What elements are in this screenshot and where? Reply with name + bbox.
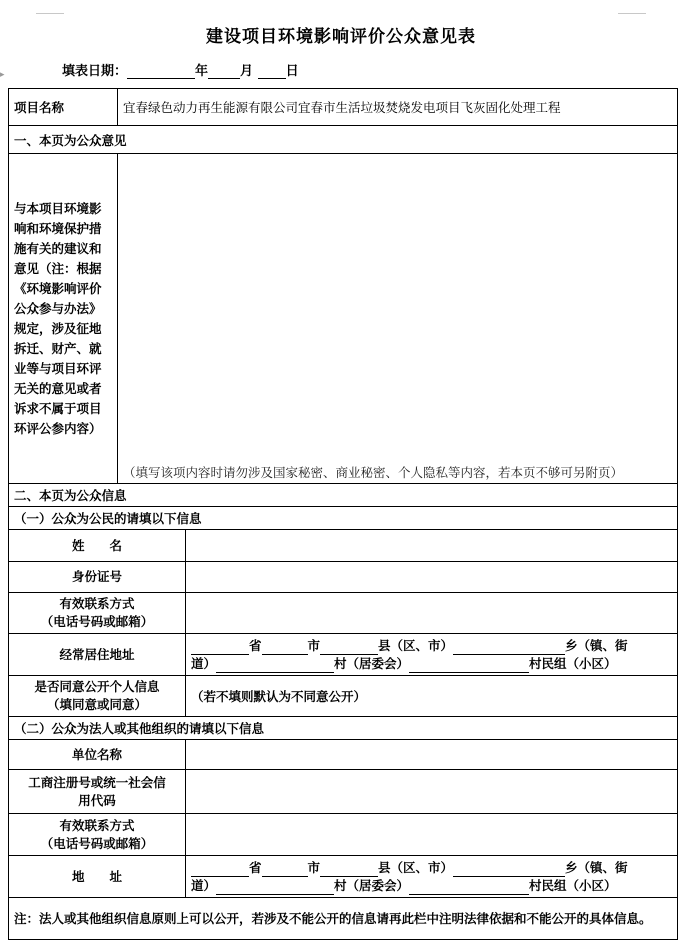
org-contact-label-line2: （电话号码或邮箱） [40,835,154,851]
corner-mark-left [36,13,64,14]
village-unit: 村（居委会） [334,655,410,671]
citizen-disclose-field[interactable] [186,676,678,717]
citizen-contact-label [9,593,186,634]
citizen-disclose-label-line2: （填同意或同意） [46,697,147,712]
city-unit: 市 [307,637,321,653]
org-address-field[interactable] [186,856,678,898]
year-blank[interactable] [127,64,195,79]
township-blank[interactable] [453,641,565,655]
opinion-input-area[interactable] [118,154,678,484]
org-unit-row [9,740,678,770]
org-village-blank[interactable] [216,881,334,895]
org-address-row [9,856,678,898]
province-blank[interactable] [191,641,249,655]
section2-heading: 二、本页为公众信息 [9,484,678,507]
province-unit: 省 [249,637,262,653]
county-unit: 县（区、市） [378,637,454,653]
citizen-disclose-row [9,676,678,717]
org-contact-row [9,814,678,856]
section1-heading: 一、本页为公众意见 [9,126,678,154]
citizen-contact-label-line1: 有效联系方式 [59,596,135,611]
org-group-blank[interactable] [409,881,529,895]
village-blank[interactable] [216,659,334,673]
org-contact-field[interactable] [186,814,678,856]
citizen-id-label: 身份证号 [9,562,186,593]
street-unit: 道） [191,655,217,671]
year-unit: 年 [195,64,209,79]
section2-row [9,484,678,507]
citizen-name-field[interactable] [186,530,678,562]
citizen-name-label: 姓 名 [9,530,186,562]
opinion-hint: （填写该项内容时请勿涉及国家秘密、商业秘密、个人隐私等内容，若本页不够可另附页） [123,465,624,480]
project-row [9,89,678,126]
group-blank[interactable] [409,659,529,673]
opinion-form-table [8,88,678,940]
project-name-value: 宜春绿色动力再生能源有限公司宜春市生活垃圾焚烧发电项目飞灰固化处理工程 [118,89,678,126]
citizen-heading: （一）公众为公民的请填以下信息 [9,507,678,530]
org-contact-label-line1: 有效联系方式 [59,817,135,833]
org-reg-field[interactable] [186,770,678,814]
org-contact-label [9,814,186,856]
margin-marker: ▸ [0,70,5,80]
org-unit-field[interactable] [186,740,678,770]
citizen-id-field[interactable] [186,562,678,593]
org-province-unit: 省 [249,859,262,875]
org-unit-label: 单位名称 [9,740,186,770]
org-reg-label-line2: 用代码 [78,792,116,808]
date-label: 填表日期： [62,64,128,79]
note-row [9,898,678,940]
opinion-label: 与本项目环境影响和环境保护措施有关的建议和意见（注：根据《环境影响评价公众参与办法》规定，涉及征地拆迁、财产、就业等与项目环评无关的意见或者诉求不属于项目环评公参内容） [9,154,118,484]
org-group-unit: 村民组（小区） [529,877,617,893]
org-note: 注：法人或其他组织信息原则上可以公开，若涉及不能公开的信息请再此栏中注明法律依据和不能公开的具体信息。 [9,898,678,940]
citizen-id-row [9,562,678,593]
citizen-address-label: 经常居住地址 [9,634,186,676]
project-name-label: 项目名称 [9,89,118,126]
township-unit: 乡（镇、街 [565,637,628,653]
org-street-unit: 道） [191,877,217,893]
org-heading-row [9,717,678,740]
month-blank[interactable] [208,64,240,79]
citizen-contact-field[interactable] [186,593,678,634]
org-city-unit: 市 [307,859,321,875]
day-unit: 日 [285,64,299,79]
org-reg-label-line1: 工商注册号或统一社会信 [28,774,166,790]
org-village-unit: 村（居委会） [334,877,410,893]
city-blank[interactable] [262,641,308,655]
page-title: 建设项目环境影响评价公众意见表 [206,27,476,47]
month-unit: 月 [240,64,254,79]
citizen-contact-label-line2: （电话号码或邮箱） [40,614,154,629]
org-heading: （二）公众为法人或其他组织的请填以下信息 [9,717,678,740]
county-blank[interactable] [320,641,378,655]
org-reg-label [9,770,186,814]
org-county-unit: 县（区、市） [378,859,454,875]
org-province-blank[interactable] [191,863,249,877]
citizen-heading-row [9,507,678,530]
citizen-disclose-hint: （若不填则默认为不同意公开） [191,689,367,704]
org-township-blank[interactable] [453,863,565,877]
citizen-name-row [9,530,678,562]
fill-date-row [62,60,299,79]
org-reg-row [9,770,678,814]
citizen-contact-row [9,593,678,634]
org-county-blank[interactable] [320,863,378,877]
org-city-blank[interactable] [262,863,308,877]
section1-row [9,126,678,154]
org-address-label: 地 址 [9,856,186,898]
citizen-disclose-label-line1: 是否同意公开个人信息 [34,679,160,694]
group-unit: 村民组（小区） [529,655,617,671]
citizen-address-field[interactable] [186,634,678,676]
corner-mark-right [618,13,646,14]
citizen-disclose-label [9,676,186,717]
org-township-unit: 乡（镇、街 [565,859,628,875]
opinion-row [9,154,678,484]
citizen-address-row [9,634,678,676]
day-blank[interactable] [258,64,286,79]
